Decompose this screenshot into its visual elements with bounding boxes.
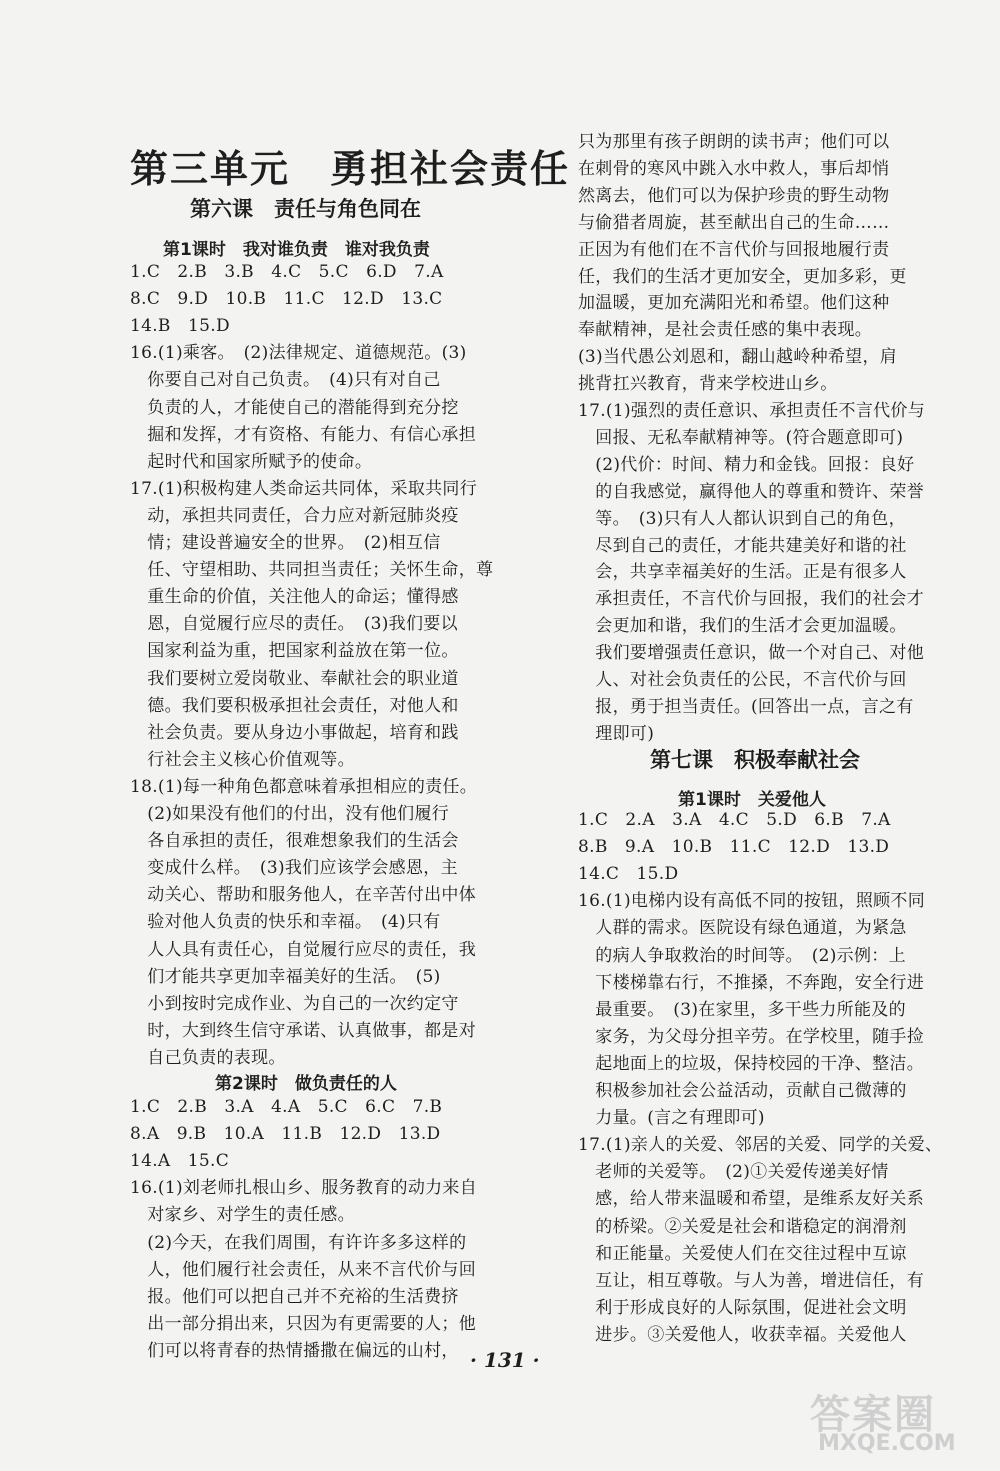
answer-line: 对家乡、对学生的责任感。 xyxy=(130,1205,355,1226)
answer-line: 掘和发挥，才有资格、有能力、有信心承担 xyxy=(130,424,476,445)
answer-line: 起地面上的垃圾，保持校园的干净、整洁。 xyxy=(578,1053,924,1074)
answer-line: 8.A 9.B 10.A 11.B 12.D 13.D xyxy=(130,1124,441,1145)
answer-line: 等。 (3)只有人人都认识到自己的角色， xyxy=(578,508,906,529)
answer-line: 奉献精神，是社会责任感的集中表现。 xyxy=(578,320,873,341)
answer-line: 情；建设普遍安全的世界。 (2)相互信 xyxy=(130,533,441,553)
answer-line: (2)今天，在我们周围，有许许多多这样的 xyxy=(130,1232,467,1253)
answer-line: 重生命的价值，关注他人的命运；懂得感 xyxy=(130,587,459,608)
answer-line: 会更加和谐，我们的生活才会更加温暖。 xyxy=(578,616,907,637)
answer-line: 家务，为父母分担辛劳。在学校里，随手捡 xyxy=(578,1026,924,1047)
answer-line: 起时代和国家所赋予的使命。 xyxy=(130,451,373,472)
answer-line: 回报、无私奉献精神等。(符合题意即可) xyxy=(578,427,904,448)
answer-line: (2)如果没有他们的付出，没有他们履行 xyxy=(130,804,450,824)
watermark-logo-text: 答案圈 xyxy=(810,1392,936,1438)
answer-line: 力量。(言之有理即可) xyxy=(578,1108,765,1129)
answer-line: 你要自己对自己负责。 (4)只有对自己 xyxy=(130,370,441,391)
answer-line: 动关心、帮助和服务他人，在辛苦付出中体 xyxy=(130,885,476,906)
answer-line: 人，他们履行社会责任，从来不言代价与回 xyxy=(130,1259,476,1280)
page-number: · 131 · xyxy=(470,1348,540,1372)
unit-title: 第三单元 勇担社会责任 xyxy=(130,146,571,191)
answer-line: 16.(1)电梯内设有高低不同的按钮，照顾不同 xyxy=(578,891,926,912)
answer-line: 进步。③关爱他人，收获幸福。关爱他人 xyxy=(578,1324,907,1345)
answer-line: 16.(1)乘客。 (2)法律规定、道德规范。(3) xyxy=(130,343,467,364)
answer-line: 1.C 2.B 3.A 4.A 5.C 6.C 7.B xyxy=(130,1097,443,1117)
answer-line: 理即可) xyxy=(578,723,655,744)
lesson-6-title: 第六课 责任与角色同在 xyxy=(190,197,421,221)
answer-line: 最重要。 (3)在家里，多干些力所能及的 xyxy=(578,999,906,1020)
answer-line: 正因为有他们在不言代价与回报地履行责 xyxy=(578,239,890,260)
answer-line: 行社会主义核心价值观等。 xyxy=(130,749,355,770)
answer-line: 任、守望相助、共同担当责任；关怀生命，尊 xyxy=(130,560,494,581)
answer-line: 18.(1)每一种角色都意味着承担相应的责任。 xyxy=(130,776,478,797)
answer-line: 社会负责。要从身边小事做起，培育和践 xyxy=(130,722,459,743)
answer-line: 们才能共享更加幸福美好的生活。 (5) xyxy=(130,966,441,987)
answer-line: 8.B 9.A 10.B 11.C 12.D 13.D xyxy=(578,837,890,858)
answer-line: 报。他们可以把自己并不充裕的生活费挤 xyxy=(130,1286,459,1307)
site-watermark xyxy=(810,1383,990,1463)
answer-line: 验对他人负责的快乐和幸福。 (4)只有 xyxy=(130,912,441,933)
answer-line: 的桥梁。②关爱是社会和谐稳定的润滑剂 xyxy=(578,1216,907,1237)
answer-line: 17.(1)亲人的关爱、邻居的关爱、同学的关爱、 xyxy=(578,1135,943,1156)
answer-line: 国家利益为重，把国家利益放在第一位。 xyxy=(130,641,459,662)
answer-line: 积极参加社会公益活动，贡献自己微薄的 xyxy=(578,1081,907,1101)
answer-line: 我们要增强责任意识，做一个对自己、对他 xyxy=(578,643,924,664)
answer-line: 14.A 15.C xyxy=(130,1151,230,1172)
answer-line: 老师的关爱等。 (2)①关爱传递美好情 xyxy=(578,1162,889,1183)
answer-line: 我们要树立爱岗敬业、奉献社会的职业道 xyxy=(130,668,459,689)
answer-line: 人群的需求。医院设有绿色通道，为紧急 xyxy=(578,918,907,939)
answer-line: 时，大到终生信守承诺、认真做事，都是对 xyxy=(130,1020,476,1041)
answer-line: 会，共享幸福美好的生活。正是有很多人 xyxy=(578,562,907,583)
answer-line: 人、对社会负责任的公民，不言代价与回 xyxy=(578,670,907,690)
answer-line: 恩，自觉履行应尽的责任。 (3)我们要以 xyxy=(130,614,458,635)
answer-line: 下楼梯靠右行，不推搡，不奔跑，安全行进 xyxy=(578,972,924,993)
answer-line: (3)当代愚公刘恩和，翻山越岭种希望，肩 xyxy=(578,347,898,368)
answer-line: 动，承担共同责任，合力应对新冠肺炎疫 xyxy=(130,505,459,526)
answer-line: 人人具有责任心，自觉履行应尽的责任，我 xyxy=(130,939,476,960)
answer-line: 各自承担的责任，很难想象我们的生活会 xyxy=(130,831,459,852)
answer-line: 14.C 15.D xyxy=(578,864,679,885)
answer-line: 承担责任，不言代价与回报，我们的社会才 xyxy=(578,589,924,610)
answer-line: 任，我们的生活才更加安全，更加多彩，更 xyxy=(578,266,907,287)
answer-line: 和正能量。关爱使人们在交往过程中互谅 xyxy=(578,1243,907,1264)
answer-line: 16.(1)刘老师扎根山乡、服务教育的动力来自 xyxy=(130,1178,478,1199)
answer-line: 1.C 2.B 3.B 4.C 5.C 6.D 7.A xyxy=(130,262,444,282)
answer-line: 的病人争取救治的时间等。 (2)示例：上 xyxy=(578,945,906,966)
answer-line: 挑背扛兴教育，背来学校进山乡。 xyxy=(578,374,838,395)
answer-line: 8.C 9.D 10.B 11.C 12.D 13.C xyxy=(130,289,443,310)
answer-line: 与偷猎者周旋，甚至献出自己的生命…… xyxy=(578,212,890,233)
answer-line: 只为那里有孩子朗朗的读书声；他们可以 xyxy=(578,132,890,152)
answer-line: 14.B 15.D xyxy=(130,316,230,337)
lesson-6-period-2-title: 第2课时 做负责任的人 xyxy=(215,1074,397,1094)
answer-line: 1.C 2.A 3.A 4.C 5.D 6.B 7.A xyxy=(578,810,891,830)
answer-line: 17.(1)积极构建人类命运共同体，采取共同行 xyxy=(130,478,478,499)
answer-line: 加温暖，更加充满阳光和希望。他们这种 xyxy=(578,293,890,314)
answer-line: 负责的人，才能使自己的潜能得到充分挖 xyxy=(130,397,459,418)
answer-line: 德。我们要积极承担社会责任，对他人和 xyxy=(130,695,459,716)
answer-line: 自己负责的表现。 xyxy=(130,1047,286,1068)
answer-line: 出一部分捐出来，只因为有更需要的人；他 xyxy=(130,1313,476,1334)
answer-line: 互让，相互尊敬。与人为善，增进信任，有 xyxy=(578,1270,924,1291)
answer-line: 报，勇于担当责任。(回答出一点，言之有 xyxy=(578,696,914,717)
answer-line: 小到按时完成作业、为自己的一次约定守 xyxy=(130,993,459,1014)
answer-line: 的自我感觉，赢得他人的尊重和赞许、荣誉 xyxy=(578,481,924,502)
answer-line: 利于形成良好的人际氛围，促进社会文明 xyxy=(578,1297,907,1318)
lesson-6-period-1-title: 第1课时 我对谁负责 谁对我负责 xyxy=(163,240,430,260)
answer-line: 然离去，他们可以为保护珍贵的野生动物 xyxy=(578,185,890,206)
lesson-7-title: 第七课 积极奉献社会 xyxy=(650,748,860,772)
answer-line: 们可以将青春的热情播撒在偏远的山村， xyxy=(130,1340,459,1361)
answer-line: 17.(1)强烈的责任意识、承担责任不言代价与 xyxy=(578,401,926,421)
lesson-7-period-1-title: 第1课时 关爱他人 xyxy=(678,790,826,810)
answer-line: (2)代价：时间、精力和金钱。回报：良好 xyxy=(578,454,915,475)
answer-line: 在刺骨的寒风中跳入水中救人，事后却悄 xyxy=(578,158,890,179)
watermark-url: MXQE.COM xyxy=(818,1431,956,1456)
answer-line: 变成什么样。 (3)我们应该学会感恩，主 xyxy=(130,858,458,879)
answer-line: 感，给人带来温暖和希望，是维系友好关系 xyxy=(578,1189,924,1210)
answer-line: 尽到自己的责任，才能共建美好和谐的社 xyxy=(578,535,907,556)
